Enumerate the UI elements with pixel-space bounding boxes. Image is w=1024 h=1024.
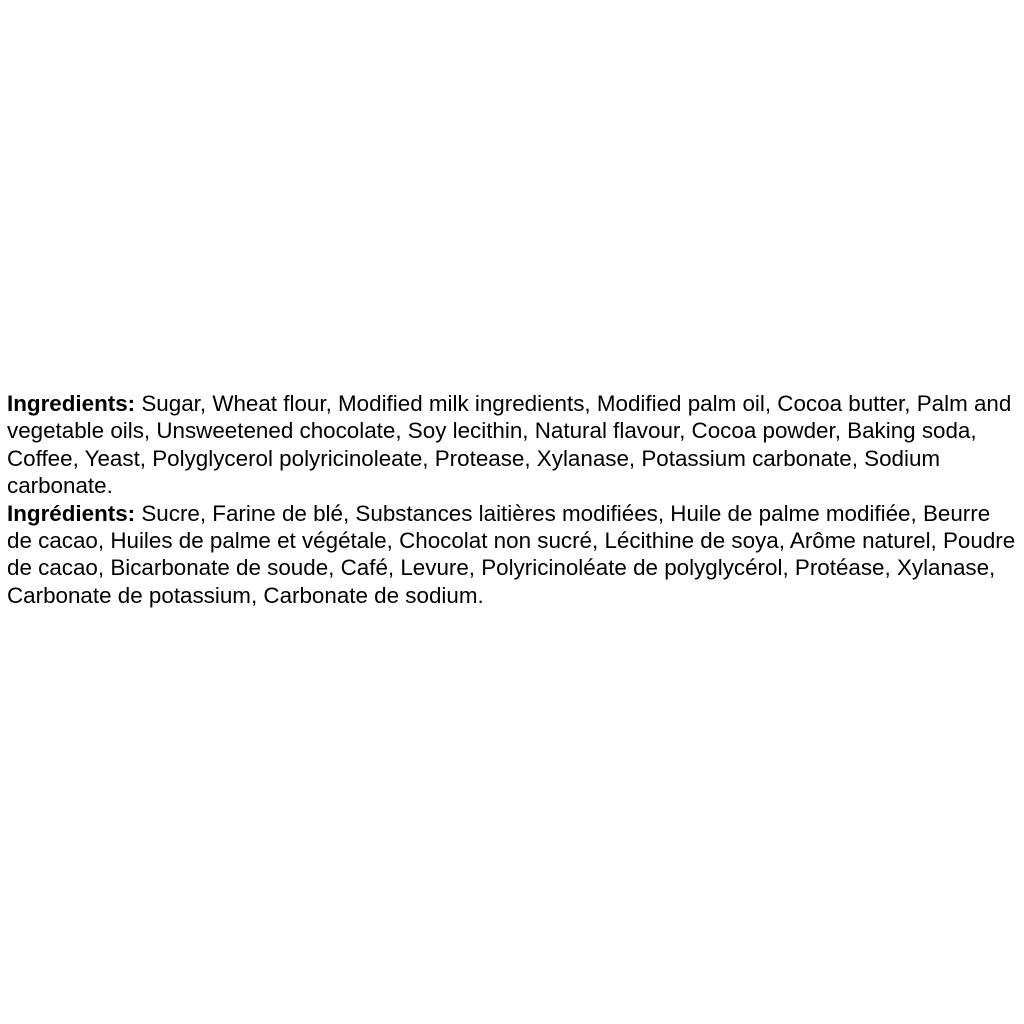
ingredients-english-text: Sugar, Wheat flour, Modified milk ingredients, Modified palm oil, Cocoa butter, Palm and vegetable oils, Unsweetened chocolate, Soy lecithin, Natural flavour, Cocoa powder, Baking soda, Coffee, Yeast, Polyglycerol polyricinoleate, Protease, Xylanase, Potassium carbonate, Sodium carbonate. bbox=[7, 391, 1012, 499]
ingredients-english-heading: Ingredients: bbox=[7, 391, 136, 416]
ingredients-panel bbox=[7, 390, 1019, 609]
ingredients-french-heading: Ingrédients: bbox=[7, 500, 136, 526]
ingredients-french-text: Sucre, Farine de blé, Substances laitières modifiées, Huile de palme modifiée, Beurre de cacao, Huiles de palme et végétale, Chocolat non sucré, Lécithine de soya, Arôme naturel, Poudre de cacao, Bicarbonate de soude, Café, Levure, Polyricinoléate de polyglycérol, Protéase, Xylanase, Carbonate de potassium, Carbonate de sodium. bbox=[7, 500, 1016, 608]
ingredients-english bbox=[7, 390, 1019, 500]
ingredients-french bbox=[7, 500, 1019, 610]
